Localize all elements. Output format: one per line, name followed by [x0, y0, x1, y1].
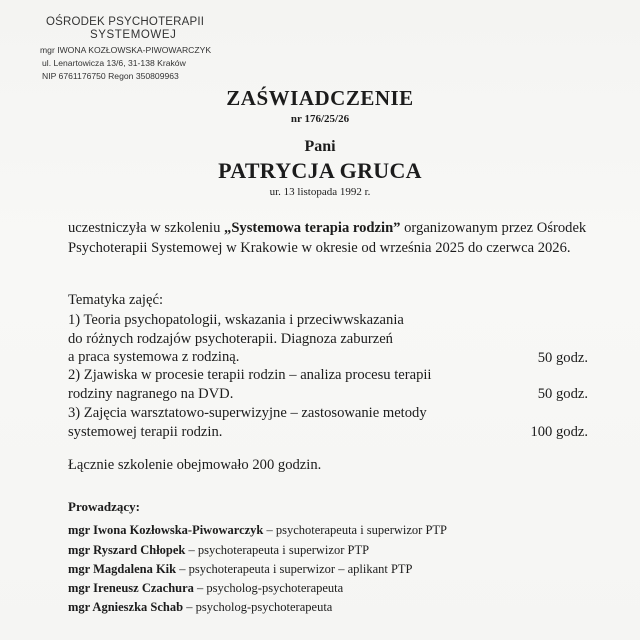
topic-line: 1) Teoria psychopatologii, wskazania i przeciwwskazania [68, 312, 404, 328]
topic-line: 2) Zjawiska w procesie terapii rodzin – analiza procesu terapii [68, 367, 432, 383]
topic-hours: 50 godz. [537, 349, 588, 366]
stamp-line-tax-ids: NIP 6761176750 Regon 350809963 [42, 71, 179, 82]
topic-line: a praca systemowa z rodziną. [68, 349, 240, 365]
topics-heading: Tematyka zajęć: [68, 292, 163, 308]
participation-paragraph [68, 218, 596, 258]
instructor-row [68, 523, 447, 538]
intro-text: uczestniczyła w szkoleniu [68, 220, 225, 236]
instructor-row [68, 562, 413, 577]
instructor-name: mgr Ireneusz Czachura [68, 581, 194, 595]
instructor-role: – psychoterapeuta i superwizor PTP [263, 523, 448, 537]
topic-line: systemowej terapii rodzin. [68, 423, 223, 440]
stamp-line-director: mgr IWONA KOZŁOWSKA-PIWOWARCZYK [40, 45, 212, 56]
topic-hours: 100 godz. [530, 423, 588, 440]
stamp-line-address: ul. Lenartowicza 13/6, 31-138 Kraków [42, 58, 186, 69]
intro-text-continued: organizowanym przez Ośrodek Psychoterapii Systemowej w Krakowie w okresie od września 2025 do czerwca 2026. [68, 220, 587, 256]
topic-line: 3) Zajęcia warsztatowo-superwizyjne – zastosowanie metody [68, 405, 427, 421]
birth-date-line: ur. 13 listopada 1992 r. [269, 186, 371, 198]
document-title: ZAŚWIADCZENIE [226, 86, 414, 110]
instructor-name: mgr Iwona Kozłowska-Piwowarczyk [68, 523, 264, 537]
instructor-row [68, 600, 332, 615]
topic-line: rodziny nagranego na DVD. [68, 385, 234, 402]
topic-item-2 [68, 366, 588, 403]
total-hours-summary: Łącznie szkolenie obejmowało 200 godzin. [68, 457, 322, 473]
instructor-name: mgr Magdalena Kik [68, 562, 177, 576]
organization-stamp [38, 16, 213, 82]
instructor-name: mgr Ryszard Chłopek [68, 543, 186, 557]
stamp-line-organization: OŚRODEK PSYCHOTERAPII [46, 16, 205, 28]
instructor-role: – psycholog-psychoterapeuta [183, 600, 333, 614]
document-number: nr 176/25/26 [290, 113, 350, 125]
instructor-role: – psychoterapeuta i superwizor PTP [185, 543, 370, 557]
topic-hours: 50 godz. [537, 385, 588, 402]
topic-line: do różnych rodzajów psychoterapii. Diagnoza zaburzeń [68, 330, 393, 347]
instructor-row [68, 543, 369, 558]
stamp-line-organization-2: SYSTEMOWEJ [90, 29, 177, 42]
instructors-heading: Prowadzący: [68, 499, 140, 514]
instructor-row [68, 581, 343, 596]
instructor-name: mgr Agnieszka Schab [68, 600, 184, 614]
salutation: Pani [304, 138, 336, 155]
recipient-name: PATRYCJA GRUCA [218, 158, 422, 183]
instructor-role: – psychoterapeuta i superwizor – aplikant PTP [176, 562, 413, 576]
topic-item-1 [68, 311, 588, 367]
instructor-role: – psycholog-psychoterapeuta [193, 581, 344, 595]
course-name: „Systemowa terapia rodzin” [224, 220, 401, 236]
topic-item-3 [68, 404, 588, 441]
